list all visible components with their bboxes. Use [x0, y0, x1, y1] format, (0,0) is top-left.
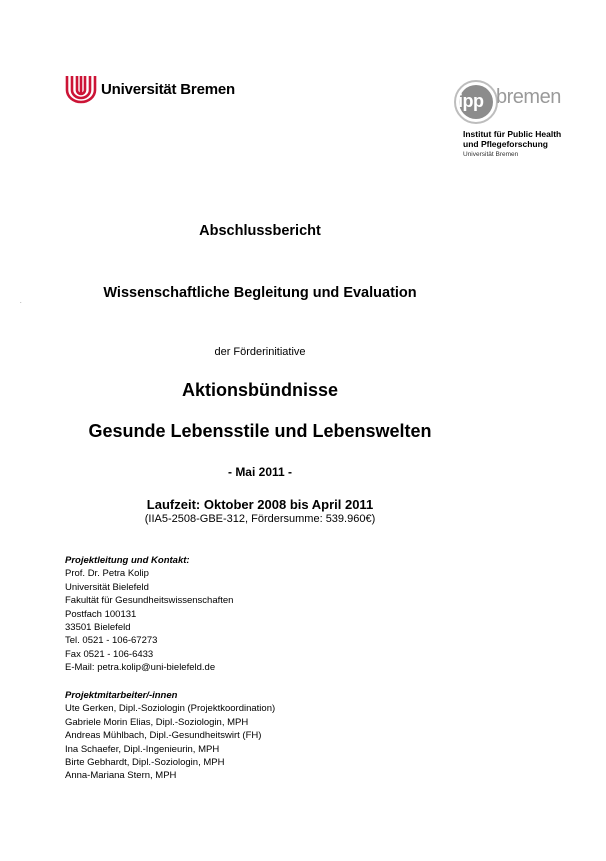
team-heading: Projektmitarbeiter/-innen [65, 690, 178, 701]
ipp-short-name: ipp [458, 91, 484, 111]
report-main-title-line1: Aktionsbündnisse [181, 380, 338, 400]
ipp-institute-name [463, 129, 561, 149]
report-date: - Mai 2011 - [227, 465, 293, 479]
report-type-heading: Abschlussbericht [199, 223, 321, 239]
team-member: Anna-Mariana Stern, MPH [65, 770, 177, 782]
report-reference: (IIA5-2508-GBE-312, Fördersumme: 539.960€) [144, 513, 376, 525]
ipp-institute-line1: Institut für Public Health [463, 129, 562, 139]
contact-line: Prof. Dr. Petra Kolip [65, 568, 149, 580]
report-runtime: Laufzeit: Oktober 2008 bis April 2011 [146, 497, 374, 512]
ipp-institute-line2: und Pflegeforschung [463, 139, 548, 149]
team-block [65, 689, 275, 783]
university-name: Universität Bremen [101, 80, 235, 98]
contact-line: 33501 Bielefeld [65, 622, 131, 634]
contact-line: Fax 0521 - 106-6433 [65, 648, 154, 660]
report-intro-text: der Förderinitiative [214, 346, 306, 358]
stray-mark: . [20, 299, 22, 305]
team-member: Ina Schaefer, Dipl.-Ingenieurin, MPH [65, 743, 220, 755]
contact-line: Tel. 0521 - 106-67273 [65, 635, 158, 647]
team-member: Birte Gebhardt, Dipl.-Soziologin, MPH [65, 757, 225, 769]
university-bremen-emblem-icon [64, 74, 98, 104]
report-subtitle: Wissenschaftliche Begleitung und Evaluation [103, 285, 417, 301]
ipp-university: Universität Bremen [463, 151, 519, 158]
contact-line: Postfach 100131 [65, 608, 137, 620]
contact-email: E-Mail: petra.kolip@uni-bielefeld.de [65, 662, 216, 674]
team-member: Ute Gerken, Dipl.-Soziologin (Projektkoordination) [65, 703, 276, 715]
report-main-title-line2: Gesunde Lebensstile und Lebenswelten [88, 421, 432, 441]
ipp-city-name: bremen [496, 86, 561, 108]
team-member: Andreas Mühlbach, Dipl.-Gesundheitswirt (FH) [65, 730, 262, 742]
university-bremen-logo [64, 74, 235, 104]
contact-heading: Projektleitung und Kontakt: [65, 555, 190, 566]
team-member: Gabriele Morin Elias, Dipl.-Soziologin, MPH [65, 716, 249, 728]
contact-line: Universität Bielefeld [65, 581, 149, 593]
contact-line: Fakultät für Gesundheitswissenschaften [65, 595, 234, 607]
contact-block [65, 554, 233, 675]
